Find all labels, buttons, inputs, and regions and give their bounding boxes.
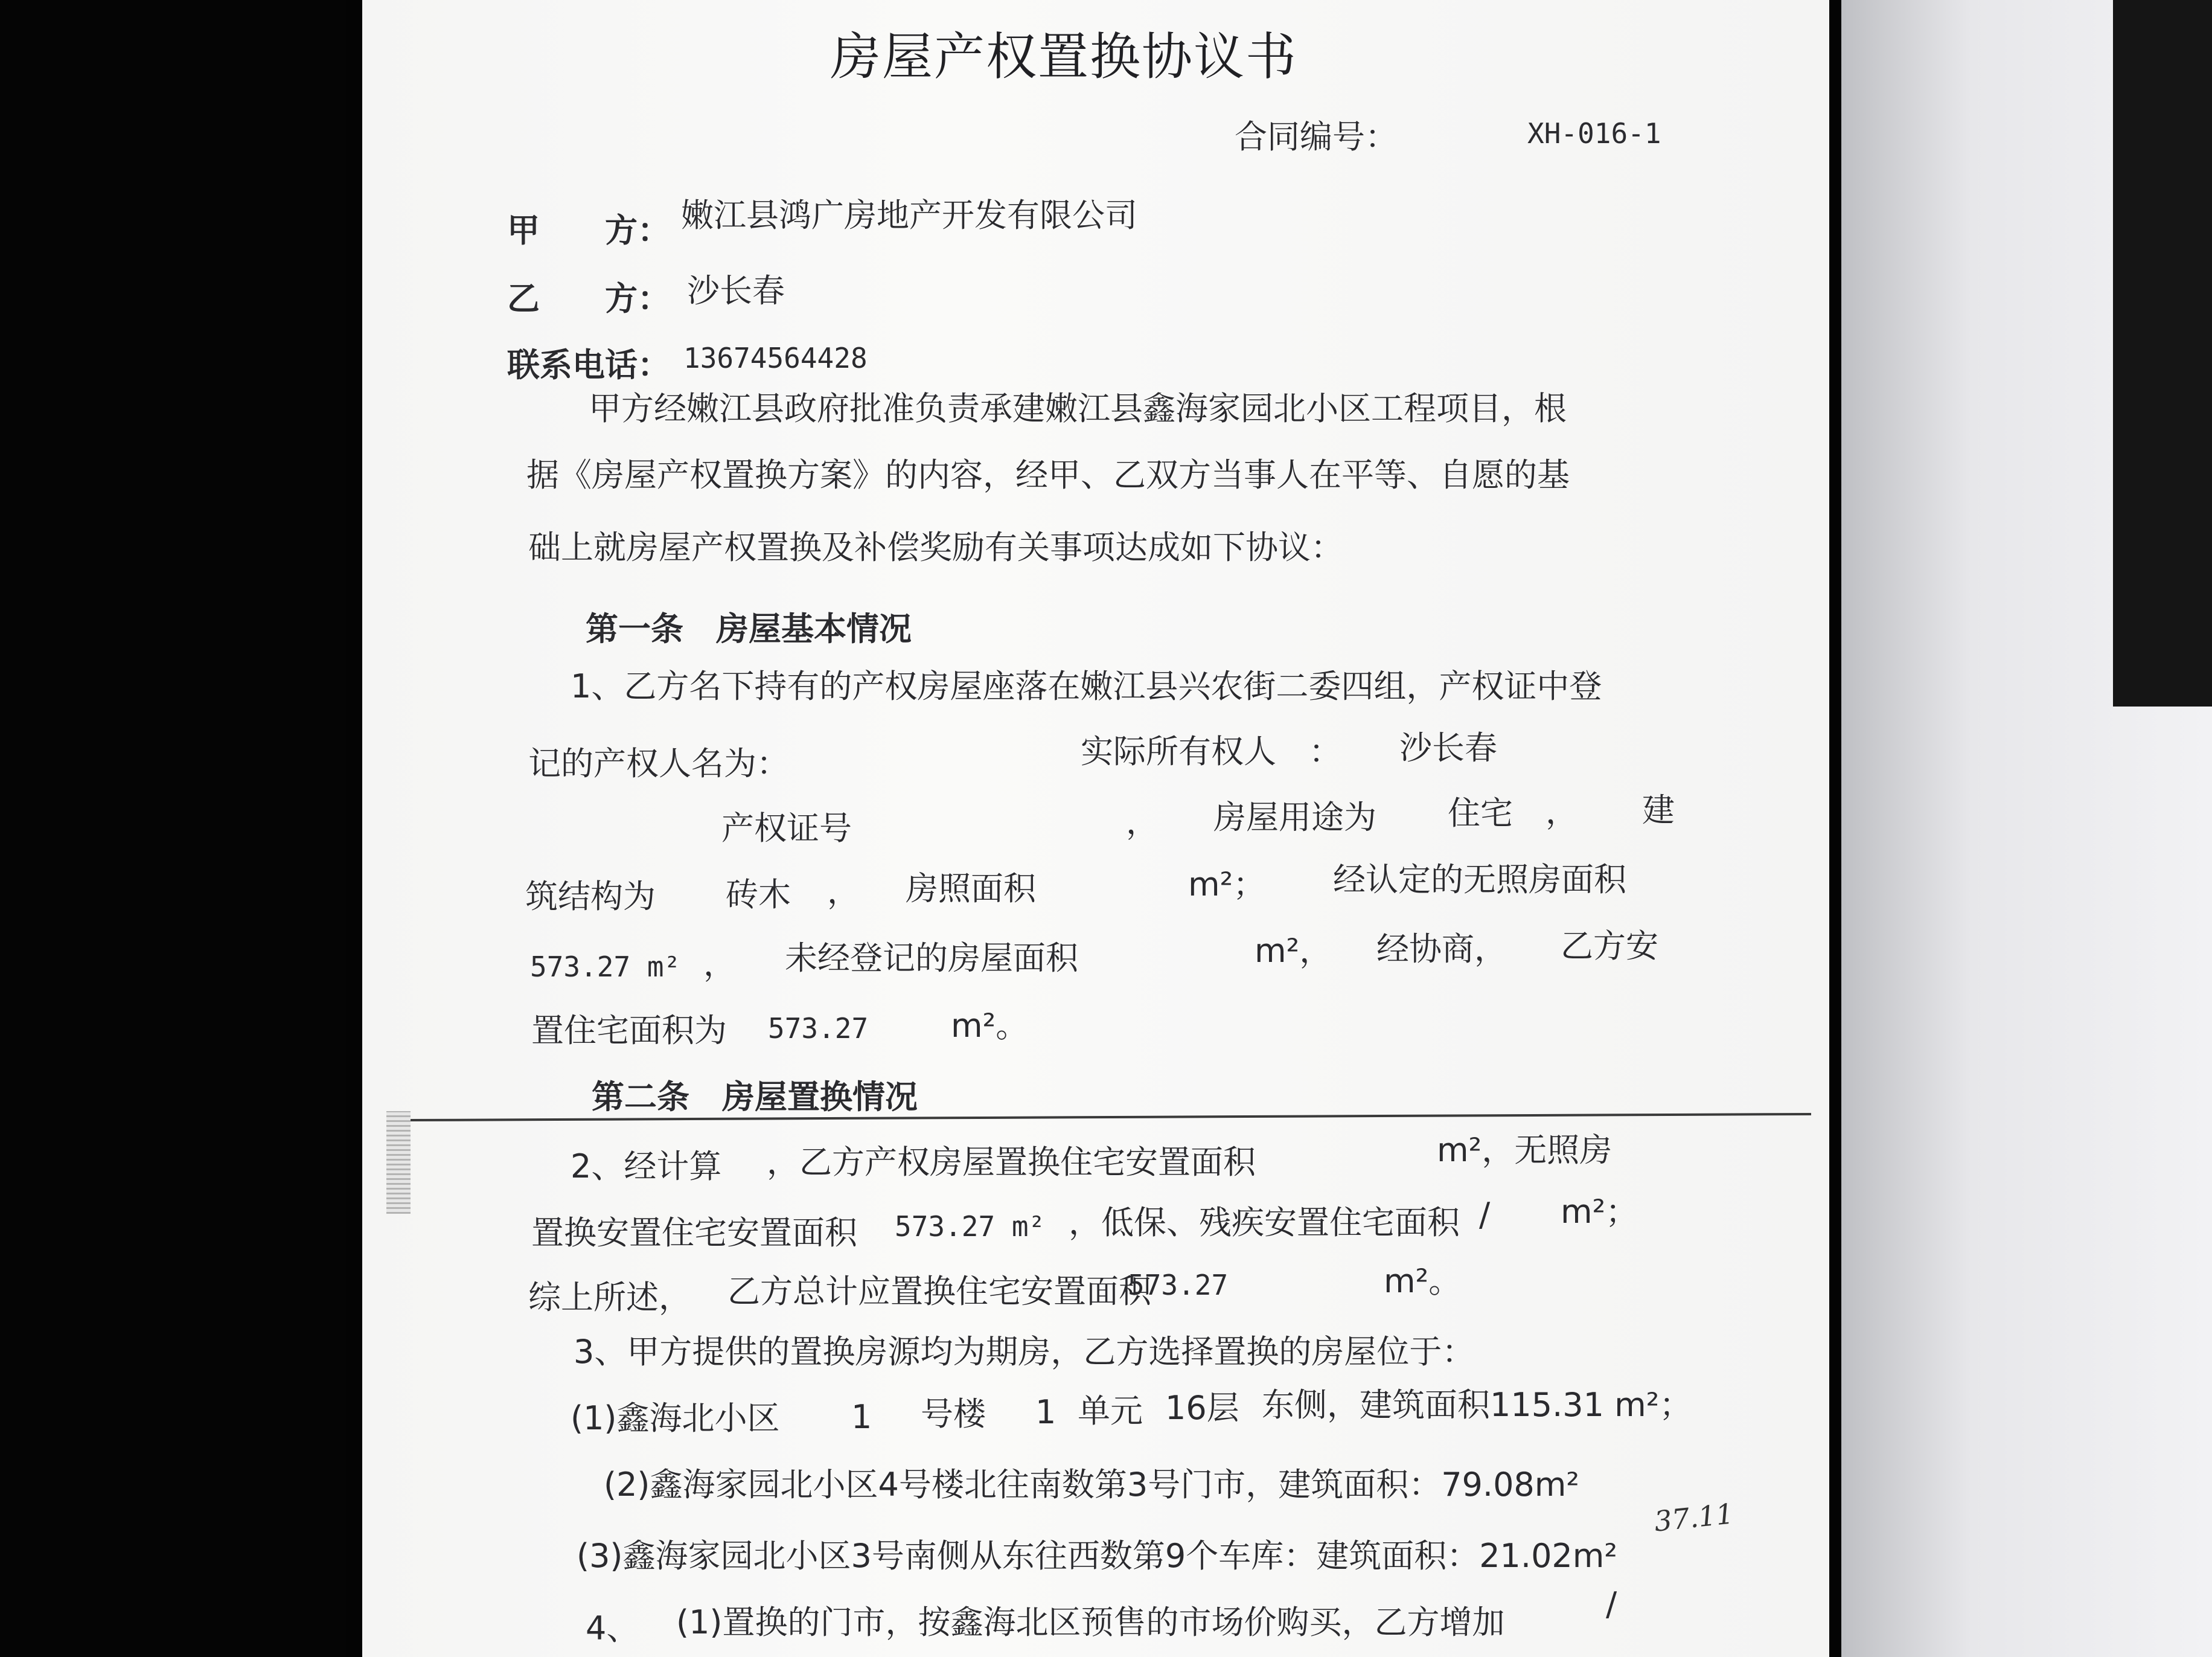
contract-no-value: XH-016-1 xyxy=(1527,117,1661,150)
article-2-line-3a: 综上所述， xyxy=(528,1278,691,1316)
article-1-line-3e: ， xyxy=(1546,793,1578,831)
article-2-line-1c: m²，无照房 xyxy=(1437,1131,1613,1169)
article-1-owner: 沙长春 xyxy=(1399,729,1497,767)
article-1-line-3f: 建 xyxy=(1642,791,1675,829)
article-2-line-2c: ，低保、残疾安置住宅面积 xyxy=(1069,1203,1460,1242)
option-1-building: 1 xyxy=(851,1398,872,1436)
article-1-line-4e: m²； xyxy=(1188,865,1266,903)
article-2-line-3d: m²。 xyxy=(1384,1262,1462,1300)
article-1-line-5b: ， xyxy=(703,945,736,983)
article-2-line-2a: 置换安置住宅安置面积 xyxy=(531,1214,857,1252)
article-2-total-area: 573.27 xyxy=(1128,1269,1229,1301)
article-2-line-8c: / xyxy=(1606,1585,1617,1623)
article-2-line-8b: (1)置换的门市，按鑫海北区预售的市场价购买，乙方增加 xyxy=(676,1603,1505,1641)
article-1-line-4f: 经认定的无照房面积 xyxy=(1333,861,1626,899)
option-1-detail: 东侧，建筑面积115.31 m²； xyxy=(1262,1386,1692,1424)
handwritten-note: 37.11 xyxy=(1652,1497,1736,1538)
article-1-line-3b: ， xyxy=(1126,803,1159,841)
article-1-usage: 住宅 xyxy=(1448,794,1513,832)
document-page xyxy=(362,0,1829,1657)
article-1-line-4a: 筑结构为 xyxy=(525,877,656,915)
party-a-value: 嫩江县鸿广房地产开发有限公司 xyxy=(681,196,1137,234)
article-1-line-6a: 置住宅面积为 xyxy=(531,1011,727,1050)
option-2: (2)鑫海家园北小区4号楼北往南数第3号门市，建筑面积：79.08m² xyxy=(604,1466,1580,1504)
article-1-line-5d: m²， xyxy=(1255,932,1332,970)
article-2-line-1a: 2、经计算 xyxy=(571,1147,722,1185)
article-2-line-2d: / xyxy=(1479,1196,1491,1234)
article-2-line-3b: 乙方总计应置换住宅安置面积 xyxy=(727,1272,1151,1310)
party-a-label: 甲 方： xyxy=(507,211,670,249)
article-1-unlicensed-area: 573.27 m² xyxy=(530,950,681,983)
intro-line-2: 据《房屋产权置换方案》的内容，经甲、乙双方当事人在平等、自愿的基 xyxy=(526,456,1570,494)
article-1-line-4d: 房照面积 xyxy=(906,870,1036,908)
fold-mark xyxy=(386,1111,411,1214)
article-1-resettle-area: 573.27 xyxy=(768,1012,869,1045)
article-1-line-1: 1、乙方名下持有的产权房屋座落在嫩江县兴农街二委四组，产权证中登 xyxy=(571,667,1602,705)
option-1-unit: 1 xyxy=(1035,1393,1056,1431)
article-2-line-8a: 4、 xyxy=(586,1609,639,1647)
party-b-value: 沙长春 xyxy=(687,272,785,310)
article-1-line-4c: ， xyxy=(827,873,860,911)
article-1-line-6c: m²。 xyxy=(951,1007,1029,1045)
table-shadow xyxy=(2113,0,2212,707)
contract-no-label: 合同编号： xyxy=(1235,118,1398,156)
article-2-heading: 第二条 房屋置换情况 xyxy=(592,1078,918,1116)
article-1-line-5e: 经协商， xyxy=(1376,930,1507,968)
article-1-line-3a: 产权证号 xyxy=(721,809,852,847)
article-1-line-3c: 房屋用途为 xyxy=(1213,798,1376,836)
phone-value: 13674564428 xyxy=(683,342,868,374)
phone-label: 联系电话： xyxy=(507,346,670,384)
option-1-building-label: 号楼 xyxy=(921,1395,986,1433)
option-1-unit-label: 单元 xyxy=(1078,1392,1143,1430)
article-1-line-2a: 记的产权人名为： xyxy=(528,745,789,783)
party-b-label: 乙 方： xyxy=(507,280,670,318)
article-2-line-2e: m²； xyxy=(1561,1193,1638,1231)
article-1-line-5c: 未经登记的房屋面积 xyxy=(785,939,1078,977)
intro-line-3: 础上就房屋产权置换及补偿奖励有关事项达成如下协议： xyxy=(528,528,1343,566)
article-1-structure: 砖木 xyxy=(726,876,791,914)
article-1-line-2b: 实际所有权人 ： xyxy=(1081,732,1341,771)
article-2-unlicensed-area: 573.27 m² xyxy=(895,1210,1046,1243)
intro-line-1: 甲方经嫩江县政府批准负责承建嫩江县鑫海家园北小区工程项目，根 xyxy=(589,389,1567,428)
document-title: 房屋产权置换协议书 xyxy=(830,27,1298,86)
article-2-line-1b: ，乙方产权房屋置换住宅安置面积 xyxy=(767,1143,1256,1181)
option-1-prefix: (1)鑫海北小区 xyxy=(571,1399,780,1437)
option-1-floor: 16层 xyxy=(1165,1389,1239,1427)
option-3: (3)鑫海家园北小区3号南侧从东往西数第9个车库：建筑面积：21.02m² xyxy=(577,1537,1618,1575)
article-1-line-5f: 乙方安 xyxy=(1561,927,1658,965)
article-2-line-4: 3、甲方提供的置换房源均为期房，乙方选择置换的房屋位于： xyxy=(574,1333,1475,1371)
article-1-heading: 第一条 房屋基本情况 xyxy=(586,610,912,648)
